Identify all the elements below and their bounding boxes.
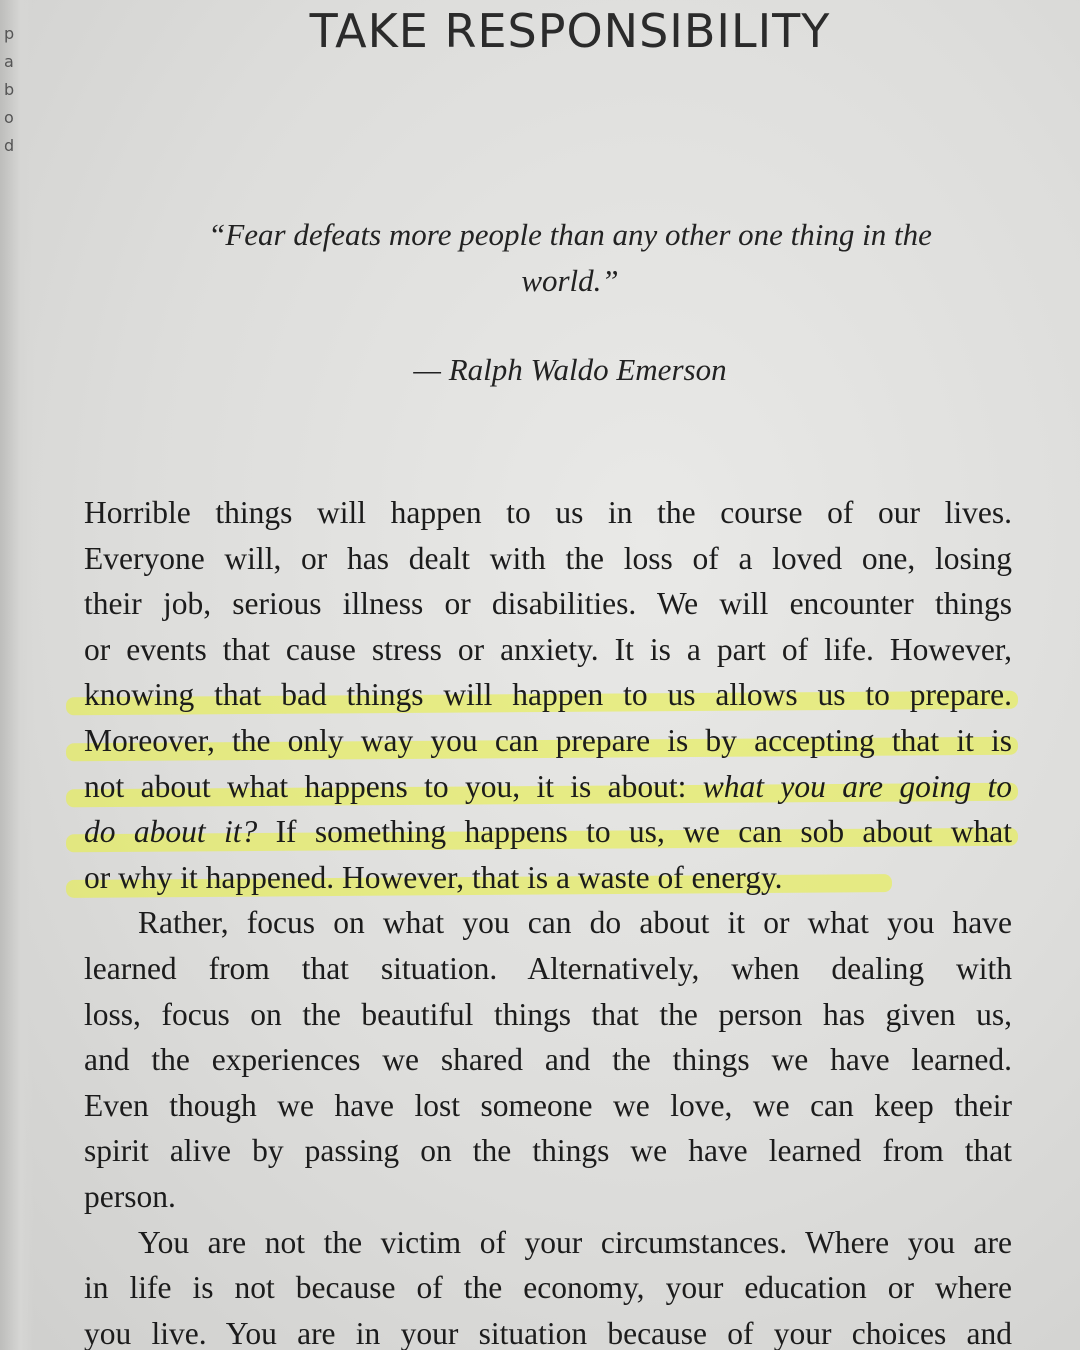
- body-line: Rather, focus on what you can do about it or what you have: [138, 905, 1012, 941]
- highlighted-line: or why it happened. However, that is a waste of energy.: [84, 855, 1012, 901]
- gutter-mark: d: [4, 136, 15, 155]
- book-gutter: [0, 0, 34, 1350]
- body-line: You are not the victim of your circumstances. Where you are: [138, 1224, 1012, 1260]
- body-line: spirit alive by passing on the things we have learned from that: [84, 1133, 1012, 1169]
- highlighted-line: knowing that bad things will happen to us allows us to prepare.: [84, 672, 1012, 718]
- body-line: their job, serious illness or disabilities. We will encounter things: [84, 586, 1012, 622]
- gutter-mark: b: [4, 80, 15, 99]
- italic-phrase: do about it?: [84, 814, 258, 850]
- highlighted-line: Moreover, the only way you can prepare is by accepting that it is: [84, 718, 1012, 764]
- highlighted-line: [84, 764, 1012, 810]
- body-line: or events that cause stress or anxiety. It is a part of life. However,: [84, 631, 1012, 667]
- body-line: learned from that situation. Alternatively, when dealing with: [84, 950, 1012, 986]
- body-line: and the experiences we shared and the things we have learned.: [84, 1042, 1012, 1078]
- gutter-mark: a: [4, 52, 14, 71]
- body-text: [84, 490, 1012, 1350]
- epigraph-quote: [90, 212, 1050, 304]
- body-line: Even though we have lost someone we love, we can keep their: [84, 1087, 1012, 1123]
- italic-phrase: what you are going to: [702, 768, 1013, 804]
- body-line: person.: [84, 1178, 176, 1214]
- highlighted-line: [84, 809, 1012, 855]
- gutter-mark: o: [4, 108, 14, 127]
- epigraph-attribution: — Ralph Waldo Emerson: [413, 352, 727, 387]
- epigraph-line: world.”: [521, 263, 619, 298]
- body-line: loss, focus on the beautiful things that the person has given us,: [84, 996, 1012, 1032]
- body-line: you live. You are in your situation because of your choices and: [84, 1315, 1012, 1350]
- gutter-mark: p: [4, 24, 15, 43]
- body-text-segment: If something happens to us, we can sob about what: [257, 814, 1012, 850]
- epigraph-line: “Fear defeats more people than any other one thing in the: [208, 217, 932, 252]
- body-line: Everyone will, or has dealt with the loss of a loved one, losing: [84, 540, 1012, 576]
- body-line: in life is not because of the economy, your education or where: [84, 1270, 1012, 1306]
- chapter-title: TAKE RESPONSIBILITY: [309, 4, 831, 58]
- body-line: Horrible things will happen to us in the course of our lives.: [84, 495, 1012, 530]
- body-text-segment: not about what happens to you, it is about:: [84, 768, 703, 804]
